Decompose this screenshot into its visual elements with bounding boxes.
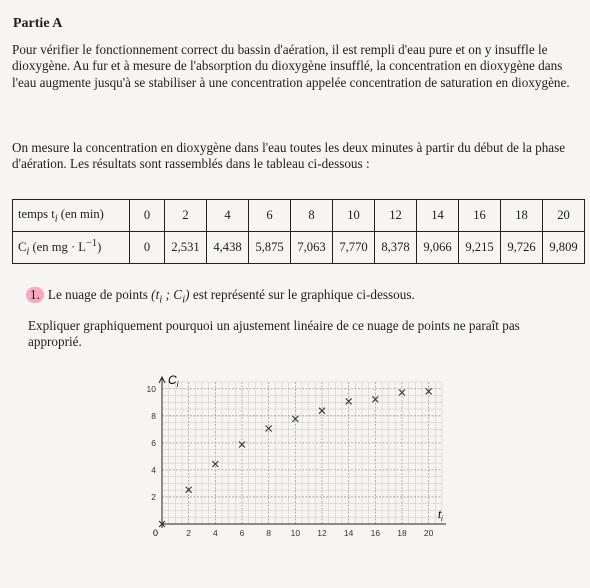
x-axis-label: $t_i$ [438,509,443,523]
table-cell: 5,875 [249,232,291,264]
x-tick-label: 16 [370,528,381,538]
row-header-concentration: $C_i$ (en mg · $L^{-1}$) [13,232,130,264]
y-tick-label: 8 [151,410,156,421]
intro-paragraph: Pour vérifier le fonctionnement correct du bassin d'aération, il est rempli d'eau pure et on y insuffle le dioxygène. Au fur et à mesure de l'absorption du dioxygène insufflé, la concentration en dioxygène dans l'eau augmente jusqu'à se stabiliser à une concentration appelée concentration de saturation en dioxygène. [12,42,570,90]
table-cell: 7,063 [291,232,333,264]
table-cell: 7,770 [333,232,375,264]
table-cell: 20 [543,200,585,232]
table-row-time [13,200,585,232]
question-number-badge: 1. [26,287,44,303]
y-tick-label: 2 [151,491,156,502]
data-point [266,425,272,431]
x-tick-label: 10 [290,528,301,538]
plot-grid [162,382,442,524]
table-cell: 9,215 [459,232,501,264]
table-cell: 12 [375,200,417,232]
table-cell: 2,531 [165,232,207,264]
table-row-concentration [13,232,585,264]
x-tick-label: 18 [397,528,407,538]
scatter-plot [136,356,446,546]
table-cell: 8,378 [375,232,417,264]
x-tick-label: 2 [186,528,192,538]
table-cell: 9,809 [543,232,585,264]
table-cell: 10 [333,200,375,232]
origin-label: 0 [153,528,159,538]
section-heading: Partie A [13,16,63,31]
table-cell: 8 [291,200,333,232]
y-tick-label: 10 [146,383,156,394]
table-cell: 4,438 [207,232,249,264]
data-point [319,408,325,414]
plot-tick-labels [147,384,434,538]
x-tick-label: 14 [343,528,354,538]
y-tick-label: 6 [151,437,156,448]
row-header-time: temps $t_i$ (en min) [13,200,130,232]
table-cell: 18 [501,200,543,232]
table-cell: 6 [249,200,291,232]
y-tick-label: 4 [151,464,156,475]
x-tick-label: 4 [212,528,218,538]
measurement-table [12,199,585,264]
question-text-before: Le nuage de points [47,287,152,302]
y-axis-label: $C_i$ [168,373,179,389]
question-1: 1. Le nuage de points ($t_i$ ; $C_i$) est représenté sur le graphique ci-dessous. [26,287,415,306]
table-cell: 0 [130,200,165,232]
table-cell: 16 [459,200,501,232]
table-cell: 9,726 [501,232,543,264]
table-cell: 14 [417,200,459,232]
x-tick-label: 8 [266,528,272,538]
question-text-after: est représenté sur le graphique ci-dessous. [189,287,415,302]
x-tick-label: 20 [423,528,434,538]
table-cell: 4 [207,200,249,232]
x-tick-label: 6 [239,528,245,538]
question-instruction: Expliquer graphiquement pourquoi un ajustement linéaire de ce nuage de points ne paraît pas approprié. [28,318,520,350]
measurement-paragraph: On mesure la concentration en dioxygène dans l'eau toutes les deux minutes à partir du début de la phase d'aération. Les résultats sont rassemblés dans le tableau ci-dessous : [12,140,566,172]
x-tick-label: 12 [317,528,327,538]
table-cell: 2 [165,200,207,232]
table-cell: 0 [130,232,165,264]
table-cell: 9,066 [417,232,459,264]
